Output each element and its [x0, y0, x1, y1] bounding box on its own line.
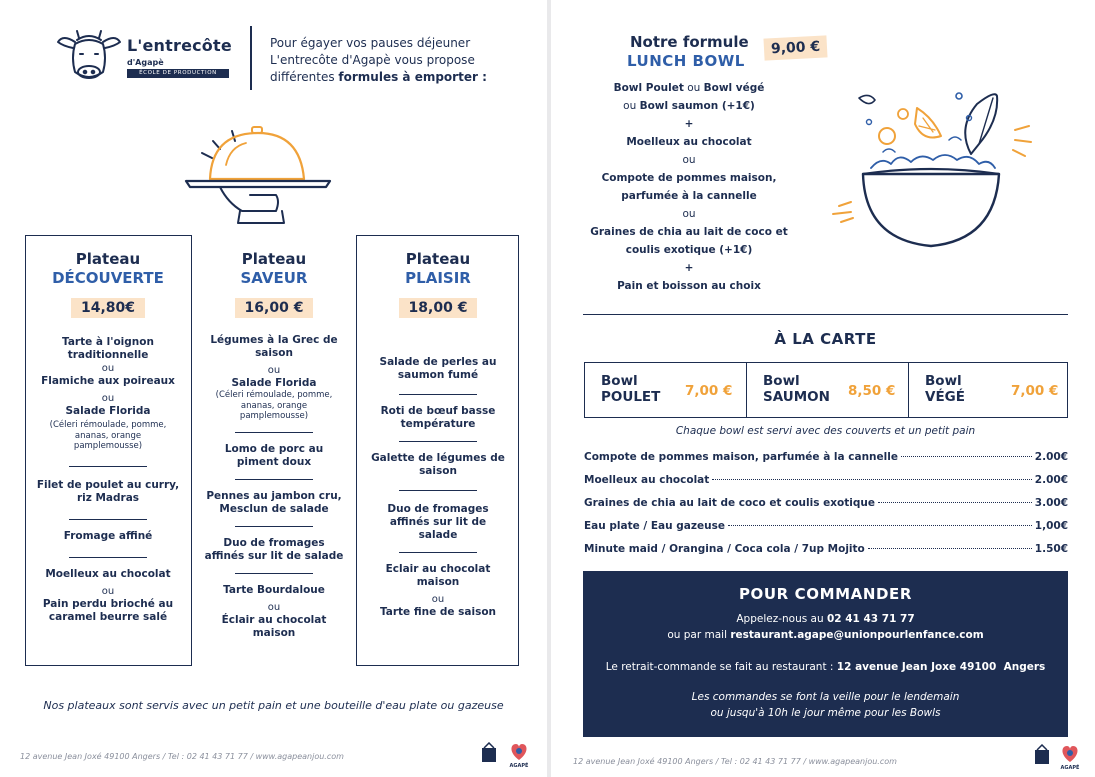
bowl-price: 7,00 €: [1011, 383, 1059, 399]
logo-band: ÉCOLE DE PRODUCTION: [127, 69, 229, 78]
separator: [235, 432, 313, 433]
serving-cloche-icon: [180, 125, 335, 233]
menu-item: Salade Florida: [231, 377, 317, 389]
svg-text:AGAPÉ: AGAPÉ: [509, 763, 529, 768]
section-divider: [583, 314, 1068, 315]
lunch-ou: ou: [682, 154, 696, 166]
plateau-saveur: [191, 250, 357, 640]
bowl-cell-poulet: [585, 363, 745, 417]
logo-title: L'entrecôte: [127, 36, 232, 55]
order-phone-prefix: Appelez-nous au: [736, 613, 827, 625]
plateau-title: Plateau: [405, 250, 471, 268]
intro-line-1: Pour égayer vos pauses déjeuner: [270, 36, 471, 50]
order-phone-line: [583, 611, 1068, 627]
lunch-line: Graines de chia au lait de coco et: [590, 226, 788, 238]
menu-item: Pain perdu brioché au caramel beurre salé: [42, 597, 174, 623]
bowl-kind: POULET: [601, 389, 661, 405]
order-mail-prefix: ou par mail: [667, 629, 731, 641]
left-page: [0, 0, 547, 777]
lunch-line: parfumée à la cannelle: [621, 190, 757, 202]
order-note-1: Les commandes se font la veille pour le lendemain: [691, 691, 960, 703]
menu-item: Duo de fromages affinés sur lit de salade: [387, 503, 489, 541]
agape-heart-icon: [508, 740, 530, 768]
plateau-name: SAVEUR: [240, 269, 308, 287]
partner-logo-icon: [1033, 744, 1051, 766]
carte-title: À LA CARTE: [774, 330, 877, 348]
carte-item: [584, 474, 1068, 486]
separator: [69, 557, 147, 558]
lunch-ou: ou: [623, 100, 640, 112]
menu-ou: ou: [267, 365, 281, 376]
bowl-cell-vege: [909, 363, 1067, 417]
menu-note: (Céleri rémoulade, pomme, ananas, orange pamplemousse): [215, 390, 333, 421]
separator: [399, 552, 477, 553]
intro-line-3-prefix: différentes: [270, 70, 339, 84]
menu-item: Roti de bœuf basse température: [380, 405, 496, 430]
bowl-name: [601, 373, 660, 405]
menu-ou: ou: [267, 601, 281, 613]
bowl-kind: VÉGÉ: [925, 389, 965, 405]
lunch-line: Compote de pommes maison,: [601, 172, 777, 184]
menu-item: Moelleux au chocolat: [45, 567, 171, 580]
bowl-label: Bowl: [763, 373, 800, 389]
menu-item: Lomo de porc au piment doux: [224, 442, 324, 468]
order-mail-line: [583, 627, 1068, 643]
separator: [69, 519, 147, 520]
lunch-line: Moelleux au chocolat: [626, 136, 752, 148]
lunch-plus: +: [684, 262, 694, 274]
intro-line-3-bold: formules à emporter :: [338, 70, 487, 84]
menu-item: Duo de fromages affinés sur lit de salade: [204, 536, 344, 562]
lunch-line: coulis exotique (+1€): [625, 244, 753, 256]
lunch-plus: +: [684, 118, 694, 130]
bowl-price-table: [584, 362, 1068, 418]
bowl-cell-saumon: [747, 363, 907, 417]
order-title: POUR COMMANDER: [738, 585, 913, 603]
formula-title: Notre formule: [630, 33, 749, 51]
separator: [235, 526, 313, 527]
carte-item-price: 2.00€: [1034, 474, 1068, 486]
carte-item: [584, 543, 1068, 555]
footer-address: 12 avenue Jean Joxé 49100 Angers / Tel : 02 41 43 71 77 / www.agapeanjou.com: [20, 752, 344, 761]
carte-item-price: 2.00€: [1034, 451, 1068, 463]
intro-line-3: [270, 69, 520, 86]
carte-item: [584, 451, 1068, 463]
menu-ou: ou: [101, 363, 115, 374]
menu-ou: ou: [101, 393, 115, 404]
order-pickup-address: 12 avenue Jean Joxe 49100 Angers: [836, 661, 1046, 673]
order-pickup-prefix: Le retrait-commande se fait au restaurant :: [605, 661, 837, 673]
bowl-name: [925, 373, 965, 405]
right-page: [551, 0, 1095, 777]
leader-dots: [901, 456, 1032, 457]
header-divider: [250, 26, 252, 90]
logo-subtitle: d'Agapè: [127, 58, 164, 67]
plateau-name: DÉCOUVERTE: [52, 269, 164, 287]
plateau-title: Plateau: [75, 250, 141, 268]
intro-line-2: L'entrecôte d'Agapè vous propose: [270, 53, 475, 67]
menu-item: Tarte Bourdaloue: [223, 583, 325, 596]
menu-item: Éclair au chocolat maison: [221, 613, 327, 639]
cow-logo-icon: [55, 28, 123, 84]
plateau-plaisir: [355, 250, 521, 619]
order-mail[interactable]: restaurant.agape@unionpourlenfance.com: [730, 629, 984, 641]
plateau-title: Plateau: [241, 250, 307, 268]
carte-item-name: Moelleux au chocolat: [584, 474, 710, 486]
bowl-price: 7,00 €: [685, 383, 733, 399]
order-pickup-line: [583, 659, 1068, 675]
lunch-line: [579, 97, 799, 115]
carte-item: [584, 520, 1068, 532]
order-note-2: ou jusqu'à 10h le jour même pour les Bowls: [710, 707, 941, 719]
bowl-note: Chaque bowl est servi avec des couverts et un petit pain: [675, 425, 976, 437]
plateau-price: 16,00 €: [235, 298, 314, 318]
menu-item: Salade Florida: [65, 405, 151, 417]
leader-dots: [868, 548, 1032, 549]
menu-ou: ou: [101, 585, 115, 597]
agape-heart-icon: [1059, 742, 1081, 770]
formula-subtitle: LUNCH BOWL: [627, 52, 745, 70]
footer-address: 12 avenue Jean Joxé 49100 Angers / Tel : 02 41 43 71 77 / www.agapeanjou.com: [573, 757, 897, 766]
carte-item-name: Graines de chia au lait de coco et coulis exotique: [584, 497, 875, 509]
carte-item-name: Minute maid / Orangina / Coca cola / 7up Mojito: [584, 543, 865, 555]
partner-logo-icon: [480, 742, 498, 764]
plateau-name: PLAISIR: [405, 269, 471, 287]
menu-item: Flamiche aux poireaux: [41, 375, 175, 387]
plateau-price: 14,80€: [71, 298, 145, 318]
menu-note: (Céleri rémoulade, pomme, ananas, orange pamplemousse): [49, 420, 167, 451]
separator: [69, 466, 147, 467]
leader-dots: [712, 479, 1032, 480]
menu-item: Filet de poulet au curry, riz Madras: [36, 478, 180, 504]
menu-item: Fromage affiné: [63, 529, 153, 542]
bowl-label: Bowl: [925, 373, 962, 389]
menu-item: Tarte à l'oignon traditionnelle: [62, 336, 154, 361]
lunch-choice: Bowl saumon (+1€): [639, 100, 755, 112]
bowl-label: Bowl: [601, 373, 638, 389]
plateau-decouverte: [25, 250, 191, 624]
salad-bowl-icon: [829, 90, 1039, 252]
plateau-price: 18,00 €: [399, 298, 478, 318]
lunch-choice: Bowl Poulet: [613, 82, 684, 94]
lunch-ou: ou: [683, 82, 704, 94]
menu-item: Eclair au chocolat maison: [385, 563, 491, 588]
separator: [399, 441, 477, 442]
separator: [235, 479, 313, 480]
agape-badge-text: AGAPÉ: [1060, 765, 1080, 770]
carte-item-price: 1,00€: [1034, 520, 1068, 532]
menu-item: Légumes à la Grec de saison: [210, 334, 338, 359]
lunch-choice: Bowl végé: [703, 82, 765, 94]
intro-text: [270, 35, 520, 86]
menu-item: Tarte fine de saison: [379, 606, 497, 618]
carte-item-name: Compote de pommes maison, parfumée à la cannelle: [584, 451, 898, 463]
bowl-price: 8,50 €: [848, 383, 896, 399]
carte-item-price: 3.00€: [1034, 497, 1068, 509]
formula-price: 9,00 €: [763, 35, 827, 60]
carte-item-name: Eau plate / Eau gazeuse: [584, 520, 725, 532]
carte-item: [584, 497, 1068, 509]
lunch-bowl-menu: [579, 79, 799, 295]
leader-dots: [878, 502, 1032, 503]
leader-dots: [728, 525, 1032, 526]
carte-item-price: 1.50€: [1034, 543, 1068, 555]
menu-ou: ou: [431, 594, 445, 605]
order-phone[interactable]: 02 41 43 71 77: [826, 613, 915, 625]
separator: [399, 394, 477, 395]
menu-item: Galette de légumes de saison: [371, 452, 505, 477]
menu-item: Pennes au jambon cru, Mesclun de salade: [206, 489, 342, 515]
lunch-ou: ou: [682, 208, 696, 220]
order-box: [583, 571, 1068, 737]
bowl-kind: SAUMON: [763, 389, 830, 405]
menu-item: Salade de perles au saumon fumé: [379, 356, 497, 381]
lunch-line: [579, 79, 799, 97]
separator: [399, 490, 477, 491]
lunch-line: Pain et boisson au choix: [617, 280, 761, 292]
bowl-name: [763, 373, 830, 405]
plateaux-note: Nos plateaux sont servis avec un petit pain et une bouteille d'eau plate ou gazeuse: [43, 699, 504, 712]
separator: [235, 573, 313, 574]
